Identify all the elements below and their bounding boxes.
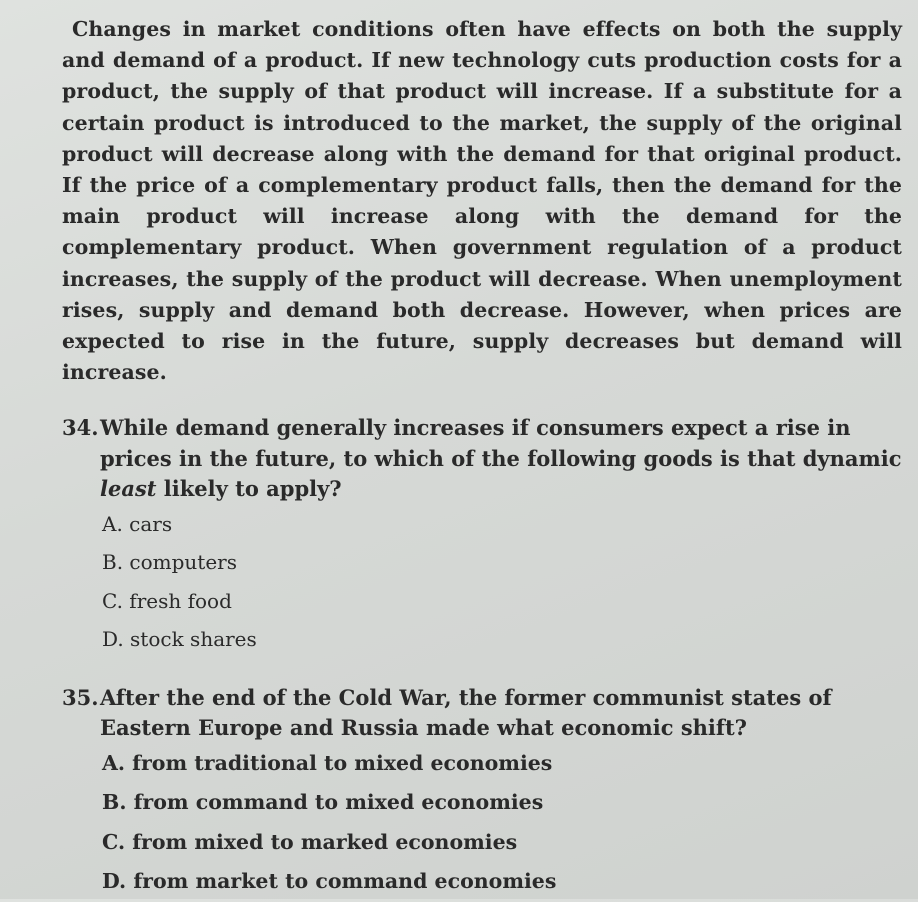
answer-options <box>62 744 902 902</box>
question-emphasis: least <box>100 476 157 502</box>
question-number: 35. <box>62 684 99 710</box>
question-stem <box>62 683 902 744</box>
question-text: After the end of the Cold War, the former communist states of Eastern Europe and Russia made what economic shift? <box>100 684 832 741</box>
question-34 <box>62 413 902 659</box>
question-number: 34. <box>62 415 99 441</box>
question-text <box>100 413 902 505</box>
answer-option-d[interactable]: D. stock shares <box>102 627 257 652</box>
question-stem <box>62 413 902 505</box>
answer-options <box>62 505 902 659</box>
question-text-part: likely to apply? <box>156 476 342 502</box>
answer-option-c[interactable]: C. fresh food <box>102 588 232 613</box>
question-text-part: While demand generally increases if consumers expect a rise in prices in the future, to which of the following goods is that dynamic <box>100 415 902 471</box>
question-35 <box>62 683 902 902</box>
answer-option-b[interactable]: B. computers <box>102 550 237 575</box>
answer-option-c[interactable]: C. from mixed to marked economies <box>102 829 518 854</box>
worksheet-page <box>62 14 902 902</box>
answer-option-a[interactable]: A. cars <box>102 511 173 536</box>
intro-paragraph: Changes in market conditions often have effects on both the supply and demand of a product. If new technology cuts production costs for a product, the supply of that product will increase. If a substitute for a certain product is introduced to the market, the supply of the original product will decrease along with the demand for that original product. If the price of a complementary product falls, then the demand for the main product will increase along with the demand for the complementary product. When government regulation of a product increases, the supply of the product will decrease. When unemployment rises, supply and demand both decrease. However, when prices are expected to rise in the future, supply decreases but demand will increase. <box>62 17 902 385</box>
answer-option-d[interactable]: D. from market to command economies <box>102 869 557 894</box>
answer-option-b[interactable]: B. from command to mixed economies <box>102 790 544 815</box>
answer-option-a[interactable]: A. from traditional to mixed economies <box>102 750 553 775</box>
